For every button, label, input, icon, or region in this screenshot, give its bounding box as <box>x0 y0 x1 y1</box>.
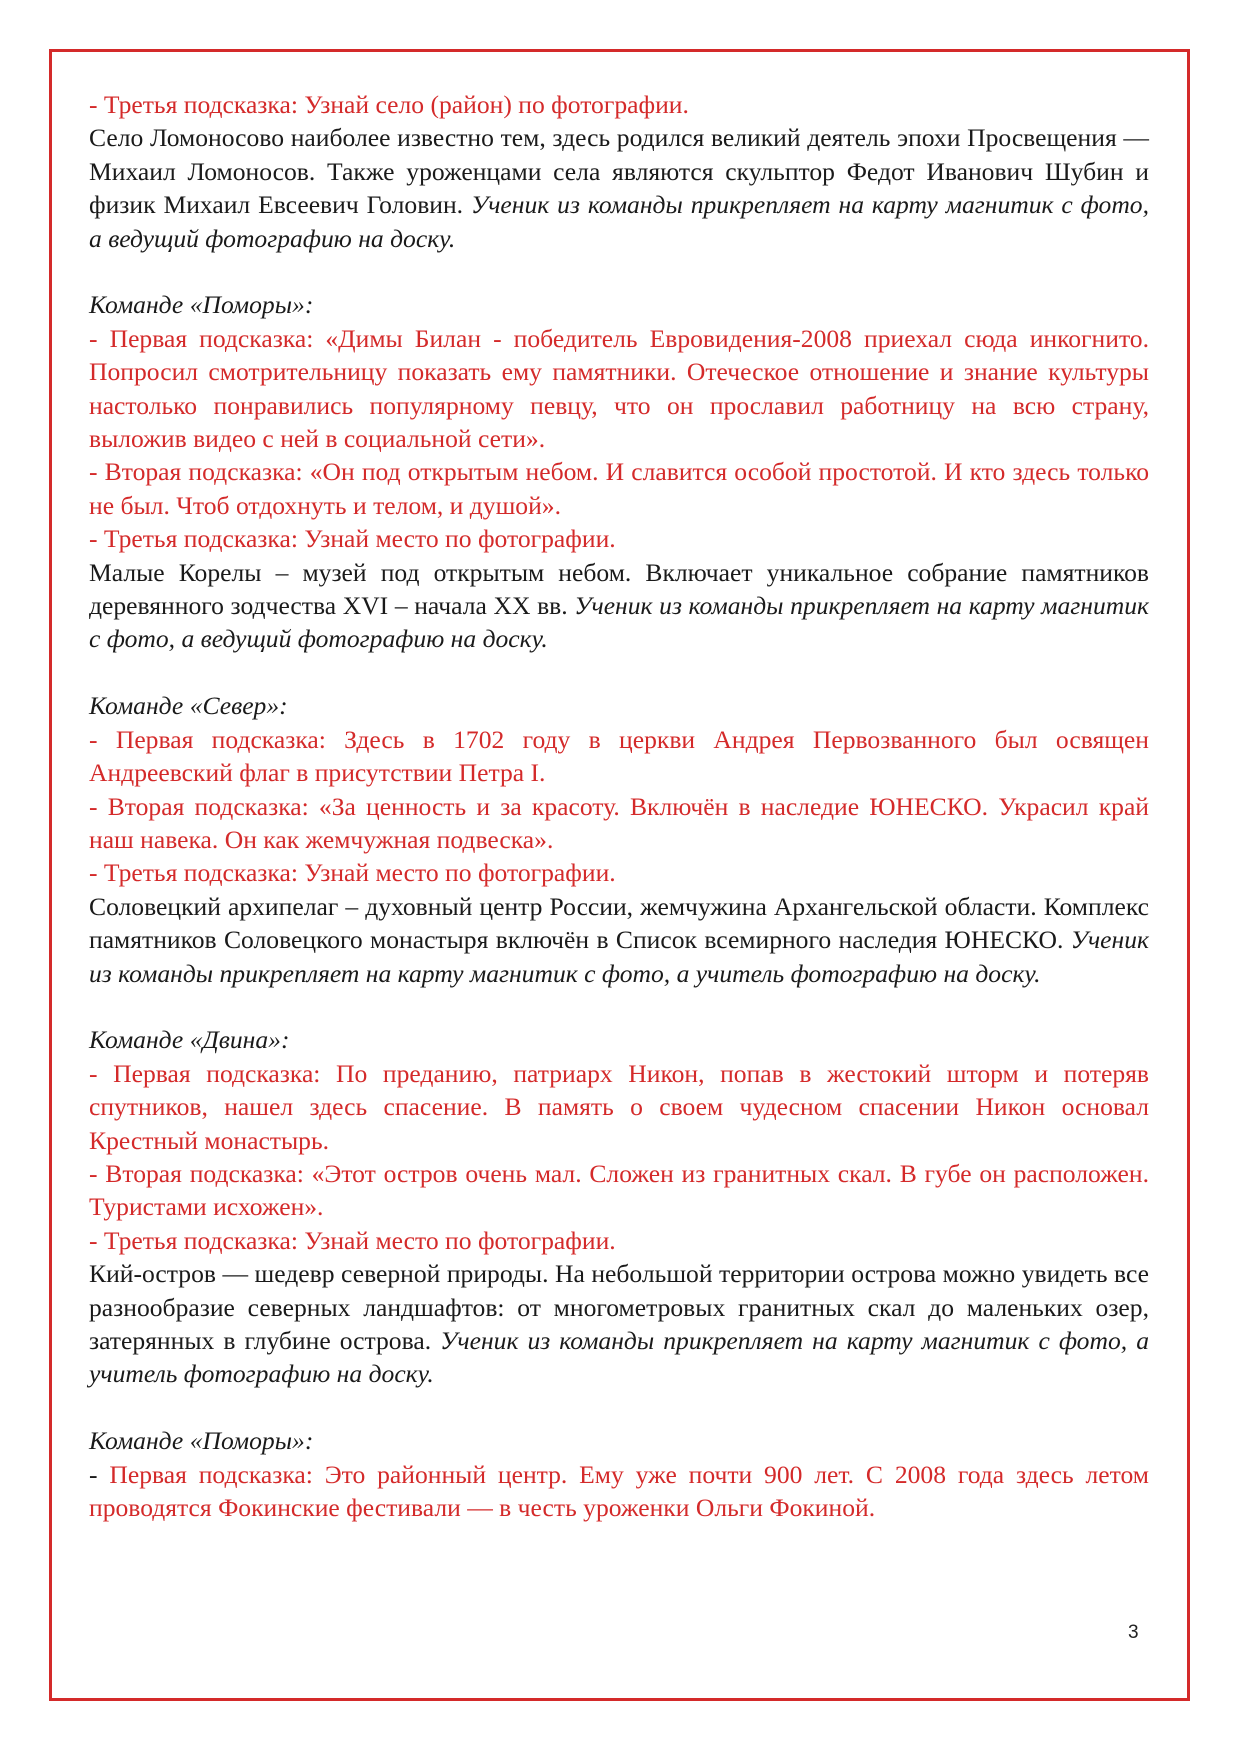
hint-third: - Третья подсказка: Узнай место по фотографии. <box>89 524 616 554</box>
hint-second: - Вторая подсказка: «Он под открытым небом. И славится особой простотой. И кто здесь только не был. Чтоб отдохнуть и телом, и душой». <box>89 457 1149 520</box>
hint-first-paragraph <box>89 1458 1149 1525</box>
spacer <box>89 255 1149 288</box>
hint-third: - Третья подсказка: Узнай село (район) по фотографии. <box>89 90 689 119</box>
hint-first: - Первая подсказка: «Димы Билан - победитель Евровидения-2008 приехал сюда инкогнито. Попросил смотрительницу показать ему памятники. Отеческое отношение и знание культуры настолько понравились популярному певцу, что он прославил работницу на всю страну, выложив видео с ней в социальной сети». <box>89 323 1149 454</box>
spacer <box>89 656 1149 689</box>
team-heading: Команде «Поморы»: <box>89 1426 314 1456</box>
hint-dash: - <box>89 1459 110 1489</box>
hint-first: Первая подсказка: Это районный центр. Ему уже почти 900 лет. С 2008 года здесь летом проводятся Фокинские фестивали — в честь уроженки Ольги Фокиной. <box>89 1459 1150 1522</box>
answer-paragraph <box>89 890 1149 990</box>
answer-paragraph <box>89 121 1149 255</box>
hint-third: - Третья подсказка: Узнай место по фотографии. <box>89 1225 616 1255</box>
answer-text: Кий-остров — шедевр северной природы. На небольшой территории острова можно увидеть все разнообразие северных ландшафтов: от многометровых гранитных скал до маленьких озер, затерянных в глубине острова. <box>89 1259 1149 1355</box>
hint-third: - Третья подсказка: Узнай место по фотографии. <box>89 858 616 888</box>
page-number: 3 <box>1128 1622 1139 1643</box>
spacer <box>89 1391 1149 1424</box>
answer-paragraph <box>89 1257 1149 1391</box>
hint-second: - Вторая подсказка: «За ценность и за красоту. Включён в наследие ЮНЕСКО. Украсил край наш навека. Он как жемчужная подвеска». <box>89 791 1149 854</box>
answer-text: Село Ломоносово наиболее известно тем, здесь родился великий деятель эпохи Просвещения — Михаил Ломоносов. Также уроженцами села являются скульптор Федот Иванович Шубин и физик Михаил Евсеевич Головин. <box>89 123 1149 220</box>
answer-text: Малые Корелы – музей под открытым небом. Включает уникальное собрание памятников деревянного зодчества XVI – начала XX вв. <box>89 557 1149 621</box>
spacer <box>89 990 1149 1023</box>
hint-first: - Первая подсказка: По преданию, патриарх Никон, попав в жестокий шторм и потеряв спутников, нашел здесь спасение. В память о своем чудесном спасении Никон основал Крестный монастырь. <box>89 1058 1149 1155</box>
hint-second: - Вторая подсказка: «Этот остров очень мал. Сложен из гранитных скал. В губе он расположен. Туристами исхожен». <box>89 1158 1149 1222</box>
instruction-text: Ученик из команды прикрепляет на карту магнитик с фото, а ведущий фотографию на доску. <box>89 190 1149 253</box>
team-heading: Команде «Двина»: <box>89 1025 290 1055</box>
team-heading: Команде «Север»: <box>89 691 288 721</box>
hint-first: - Первая подсказка: Здесь в 1702 году в церкви Андрея Первозванного был освящен Андреевский флаг в присутствии Петра I. <box>89 724 1149 788</box>
instruction-text: Ученик из команды прикрепляет на карту магнитик с фото, а учитель фотографию на доску. <box>89 925 1149 988</box>
answer-paragraph <box>89 556 1149 656</box>
team-heading: Команде «Поморы»: <box>89 290 314 320</box>
document-body <box>89 88 1149 1524</box>
answer-text: Соловецкий архипелаг – духовный центр России, жемчужина Архангельской области. Комплекс памятников Соловецкого монастыря включён в Список всемирного наследия ЮНЕСКО. <box>89 891 1149 955</box>
instruction-text: Ученик из команды прикрепляет на карту магнитик с фото, а учитель фотографию на доску. <box>89 1325 1149 1389</box>
instruction-text: Ученик из команды прикрепляет на карту магнитик с фото, а ведущий фотографию на доску. <box>89 591 1149 654</box>
